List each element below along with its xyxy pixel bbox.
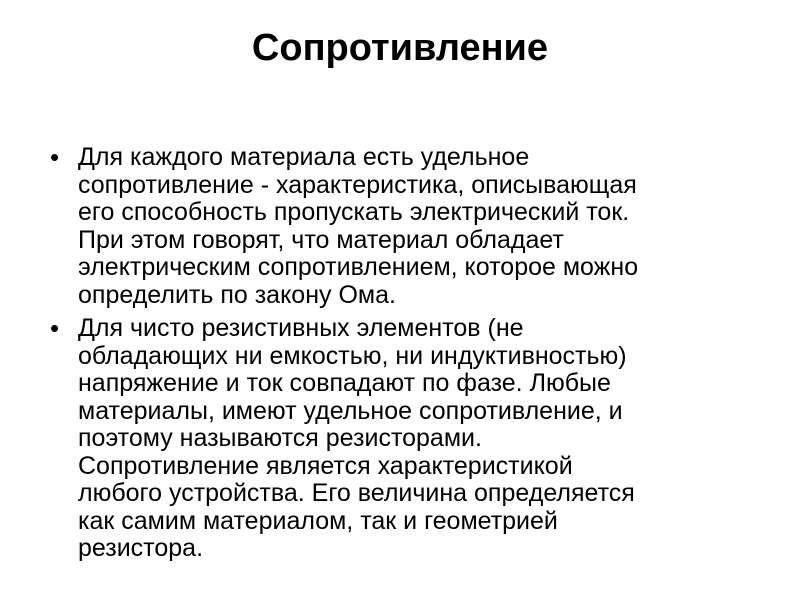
text-line: резистора. — [78, 534, 204, 562]
text-line: Сопротивление является характеристикой — [78, 451, 573, 480]
text-line: материалы, имеют удельное сопротивление, и — [78, 396, 623, 425]
bullet-list — [48, 144, 768, 569]
text-line: любого устройства. Его величина определяется — [78, 479, 635, 507]
bullet-dot-icon: • — [50, 142, 60, 172]
text-line: напряжение и ток совпадают по фазе. Любые — [78, 369, 611, 397]
text-line: поэтому называются резисторами. — [78, 424, 482, 452]
bullet-text — [78, 315, 768, 563]
bullet-item — [48, 144, 768, 309]
text-line: электрическим сопротивлением, которое можно — [78, 253, 639, 281]
bullet-item — [48, 315, 768, 563]
text-line: определить по закону Ома. — [78, 280, 396, 309]
text-line: его способность пропускать электрический ток. — [78, 198, 630, 226]
bullet-text — [78, 144, 768, 309]
bullet-dot-icon: • — [50, 313, 60, 343]
text-line: как самим материалом, так и геометрией — [78, 506, 558, 535]
text-line: сопротивление - характеристика, описывающая — [78, 170, 637, 199]
text-line: обладающих ни емкостью, ни индуктивностью) — [78, 341, 627, 370]
slide-title: Сопротивление — [251, 27, 549, 69]
text-line: Для каждого материала есть удельное — [78, 143, 530, 171]
text-line: При этом говорят, что материал обладает — [78, 225, 564, 254]
text-line: Для чисто резистивных элементов (не — [78, 314, 524, 342]
